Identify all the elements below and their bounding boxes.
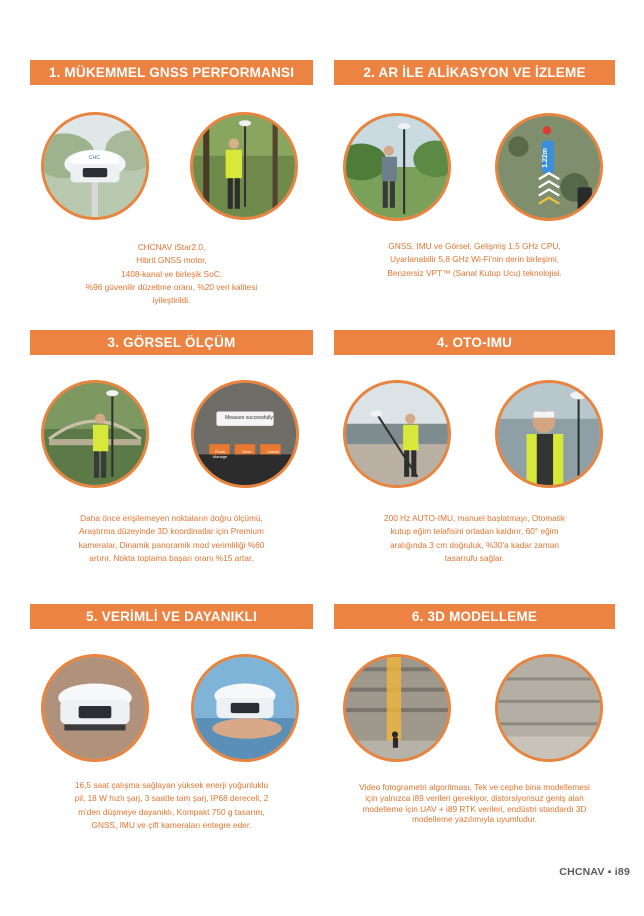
building-model-photo xyxy=(495,654,603,762)
receiver-closeup-photo xyxy=(41,654,149,762)
cancel-button[interactable]: Cancel xyxy=(266,449,280,454)
ar-stakeout-screen-photo xyxy=(495,113,603,221)
gnss-receiver-photo xyxy=(41,112,149,220)
surveyor-bridge-photo xyxy=(41,380,149,488)
surveyor-forest-photo xyxy=(190,112,298,220)
surveyor-park-photo xyxy=(343,113,451,221)
building-scan-photo xyxy=(343,654,451,762)
section-6-description: Video fotogrametri algoritması, Tek ve cephe bina modellemesi için yalnızca i89 verileri gerekiyor, distorsiyonsuz geniş alan modelleme için UAV + i89 RTK verileri, endüstri standardı 3D modelleme yazılımıyla uyumludur. xyxy=(359,782,590,825)
section-3-title: 3. GÖRSEL ÖLÇÜM xyxy=(30,330,313,355)
device-logo: CHC xyxy=(88,154,100,161)
section-4-description: 200 Hz AUTO-IMU, manuel başlatmayı, Otomatik kutup eğim telafisini ortadan kaldırır, 60° eğim aralığında 3 cm doğruluk, %30'a kadar zaman tasarrufu sağlar. xyxy=(383,513,566,563)
section-1-description: CHCNAV iStar2.0, Hibrit GNSS motor, 1408-kanal ve birleşik SoC, %96 güvenilir düzeltme oranı, %20 veri kalitesi iyileştirildi. xyxy=(85,242,258,306)
visual-measurement-app-photo xyxy=(191,380,299,488)
receiver-in-hand-photo xyxy=(191,654,299,762)
section-4-title: 4. OTO-IMU xyxy=(334,330,615,355)
save-button[interactable]: Save xyxy=(242,449,252,454)
measure-success-toast: Measure successfully xyxy=(225,415,273,421)
section-1-title: 1. MÜKEMMEL GNSS PERFORMANSI xyxy=(30,60,313,85)
ar-distance-readout: 1.22m xyxy=(542,148,549,168)
photo-manage-button[interactable]: Photo Manage xyxy=(212,449,228,459)
section-2-description: GNSS, IMU ve Görsel, Gelişmiş 1,5 GHz CPU, Uyarlanabilir 5,8 GHz Wi-Fi'nin derin birleşimi, Benzersiz VPT™ (Sanal Kutup Ucu) teknolojisi. xyxy=(387,241,562,278)
section-3-description: Daha önce erişilemeyen noktaların doğru ölçümü, Araştırma düzeyinde 3D koordinatlar için Premium kameralar, Dinamik panoramik mod verimliliği %60 artırır, Nokta toplama başarı oranı %15 artar. xyxy=(78,513,265,563)
section-2-title: 2. AR İLE ALİKASYON VE İZLEME xyxy=(334,60,615,85)
section-6-title: 6. 3D MODELLEME xyxy=(334,604,615,629)
footer-brand: CHCNAV ▪ i89 xyxy=(559,866,630,878)
section-5-title: 5. VERİMLİ VE DAYANIKLI xyxy=(30,604,313,629)
surveyor-closeup-photo xyxy=(495,380,603,488)
section-5-description: 16,5 saat çalışma sağlayan yüksek enerji yoğunluklu pil, 18 W hızlı şarj, 3 saatte tam şarj, IP68 dereceli, 2 m'den düşmeye dayanıklı, Kompakt 750 g tasarım, GNSS, IMU ve çift kameraları entegre eder. xyxy=(74,780,269,830)
surveyor-riverside-photo xyxy=(343,380,451,488)
